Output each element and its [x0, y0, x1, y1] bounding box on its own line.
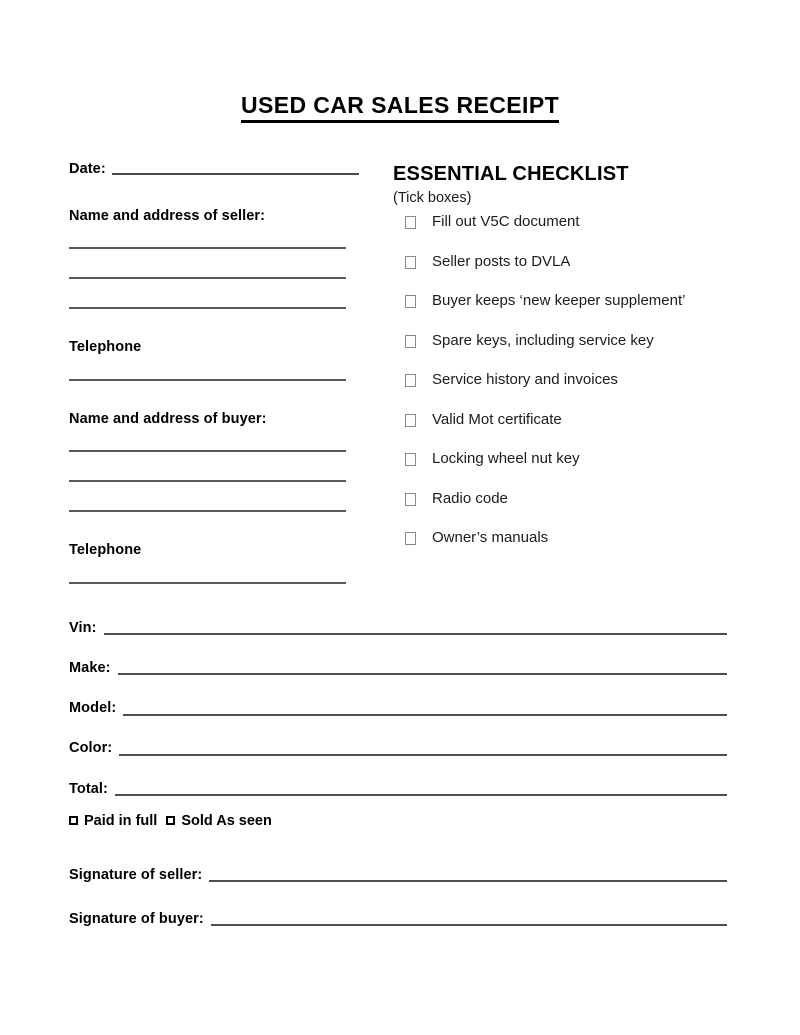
vehicle-details-section [69, 598, 727, 929]
total-input-rule[interactable] [115, 794, 727, 796]
spacer [69, 512, 359, 542]
date-input-rule[interactable] [112, 173, 359, 175]
total-label: Total: [69, 780, 108, 797]
buyer-heading: Name and address of buyer: [69, 410, 267, 427]
checkbox-icon[interactable] [405, 532, 416, 545]
buyer-signature-rule[interactable] [211, 924, 727, 926]
checklist-item-label: Owner’s manuals [432, 529, 549, 546]
seller-heading: Name and address of seller: [69, 208, 266, 224]
make-input-rule[interactable] [118, 673, 727, 675]
spacer [69, 482, 359, 510]
spacer [69, 560, 359, 582]
checkbox-icon[interactable] [405, 453, 416, 466]
paid-in-full-checkbox-icon[interactable] [69, 816, 78, 825]
parties-section [69, 156, 359, 584]
checklist-item[interactable] [393, 253, 743, 293]
checklist-items [393, 213, 743, 569]
checkbox-icon[interactable] [405, 216, 416, 229]
checkbox-icon[interactable] [405, 295, 416, 308]
checklist-item-label: Seller posts to DVLA [432, 252, 571, 270]
vin-input-rule[interactable] [104, 633, 727, 635]
page-title-text: USED CAR SALES RECEIPT [241, 92, 559, 123]
page-title [0, 92, 800, 119]
spacer [69, 428, 359, 450]
checklist-heading: ESSENTIAL CHECKLIST [393, 163, 629, 185]
make-field-row [69, 638, 727, 678]
spacer [69, 309, 359, 339]
buyer-signature-label: Signature of buyer: [69, 910, 204, 927]
checklist-item-label: Valid Mot certificate [432, 410, 562, 428]
checklist-item-label: Service history and invoices [432, 371, 618, 388]
checkbox-icon[interactable] [405, 493, 416, 506]
date-label: Date: [69, 160, 106, 177]
spacer [69, 249, 359, 277]
checklist-item-label: Spare keys, including service key [432, 331, 654, 349]
checklist-item[interactable] [393, 450, 743, 490]
spacer [69, 452, 359, 480]
sold-as-seen-checkbox-icon[interactable] [166, 816, 175, 825]
total-field-row [69, 759, 727, 799]
vin-field-row [69, 598, 727, 638]
checklist-item[interactable] [393, 213, 743, 253]
vin-label: Vin: [69, 619, 97, 636]
spacer [69, 357, 359, 379]
checklist-item[interactable] [393, 371, 743, 411]
buyer-signature-row [69, 885, 727, 929]
checklist-item[interactable] [393, 292, 743, 332]
buyer-telephone-label: Telephone [69, 542, 142, 559]
checklist-item-label: Locking wheel nut key [432, 450, 580, 467]
checklist-item[interactable] [393, 490, 743, 530]
checklist-item[interactable] [393, 332, 743, 372]
checklist-subheading: (Tick boxes) [393, 190, 472, 206]
color-label: Color: [69, 740, 113, 757]
essential-checklist [393, 163, 743, 569]
seller-signature-label: Signature of seller: [69, 866, 203, 883]
checkbox-icon[interactable] [405, 335, 416, 348]
model-field-row [69, 678, 727, 718]
seller-signature-rule[interactable] [209, 880, 727, 882]
color-input-rule[interactable] [119, 754, 727, 756]
checklist-item-label: Buyer keeps ‘new keeper supplement’ [432, 292, 686, 309]
spacer [69, 225, 359, 247]
checkbox-icon[interactable] [405, 256, 416, 269]
terms-row [69, 801, 727, 841]
sold-as-seen-label: Sold As seen [181, 812, 272, 829]
seller-telephone-label: Telephone [69, 339, 142, 356]
buyer-telephone-rule[interactable] [69, 582, 346, 584]
checklist-item[interactable] [393, 529, 743, 569]
make-label: Make: [69, 659, 111, 676]
seller-signature-row [69, 841, 727, 885]
color-field-row [69, 719, 727, 759]
checklist-item[interactable] [393, 411, 743, 451]
checkbox-icon[interactable] [405, 374, 416, 387]
checkbox-icon[interactable] [405, 414, 416, 427]
spacer [69, 279, 359, 307]
checklist-item-label: Radio code [432, 489, 508, 507]
paid-in-full-label: Paid in full [84, 812, 158, 829]
spacer [69, 381, 359, 411]
date-field-row [69, 156, 359, 178]
checklist-item-label: Fill out V5C document [432, 213, 580, 230]
model-label: Model: [69, 700, 117, 717]
spacer [69, 178, 359, 208]
model-input-rule[interactable] [123, 714, 727, 716]
